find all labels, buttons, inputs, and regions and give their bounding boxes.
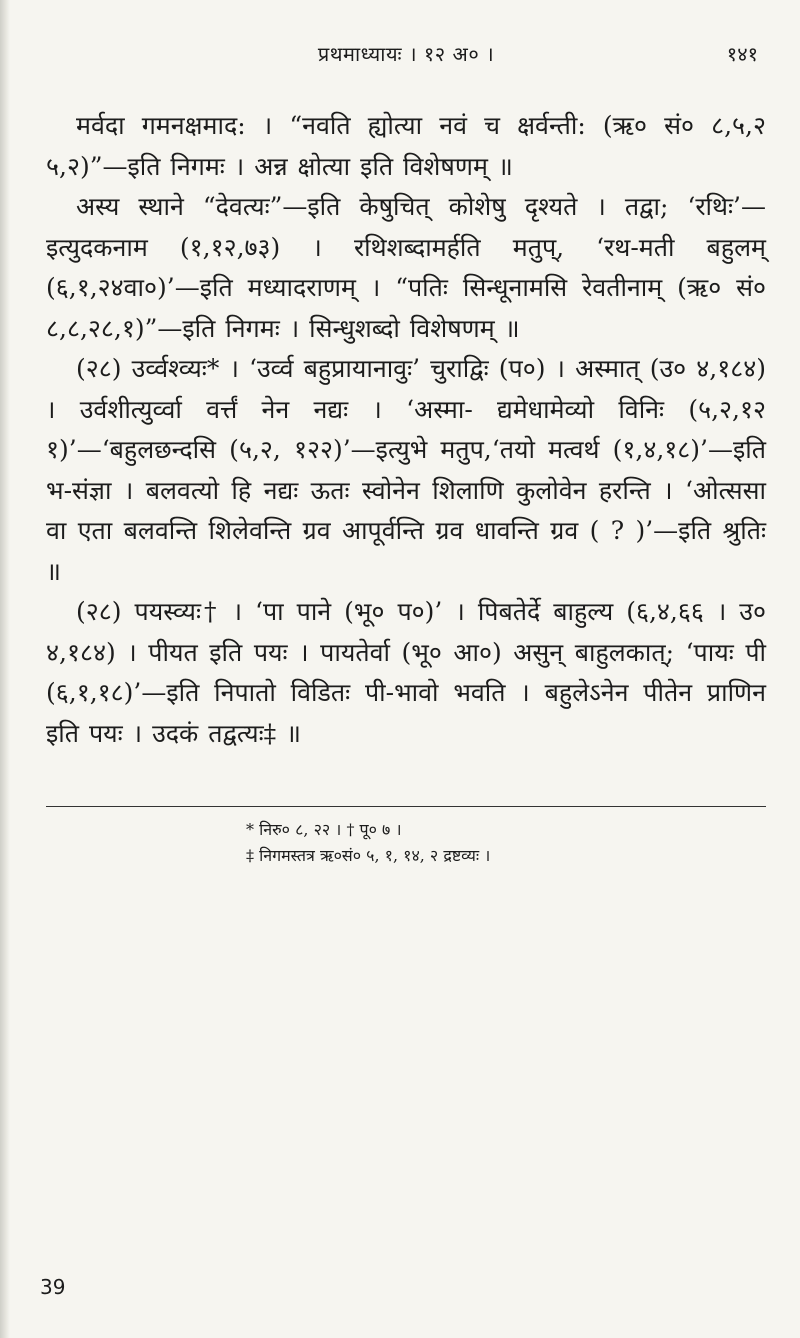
- paragraph-2: अस्य स्थाने “देवत्यः”—इति केषुचित् कोशेषु दृश्यते । तद्वा; ‘रथिः’—इत्युदकनाम (१,१२,७३) । रथिशब्दामर्हति मतुप्, ‘रथ-मती बहुलम् (६,१,२४वा०)’—इति मध्यादराणम् । “पतिः सिन्धूनामसि रेवतीनाम् (ऋ० सं० ८,८,२८,१)”—इति निगमः । सिन्धुशब्दो विशेषणम् ॥: [46, 192, 766, 343]
- running-head: प्रथमाध्यायः । १२ अ० ।: [317, 42, 495, 66]
- page-header: [46, 40, 766, 76]
- paragraph-4: (२८) पयस्व्यः† । ‘पा पाने (भू० प०)’ । पिबतेर्दे बाहुल्य (६,४,६६ । उ० ४,१८४) । पीयत इति पयः । पायतेर्वा (भू० आ०) असुन् बाहुलकात्; ‘पायः पी (६,१,१८)’—इति निपातो विडितः पी-भावो भवति । बहुलेऽनेन पीतेन प्राणिन इति पयः । उदकं तद्वत्यः‡ ॥: [46, 597, 766, 748]
- footnotes: [46, 817, 766, 869]
- signature-mark: 39: [40, 1275, 66, 1299]
- footnote-line-1: * निरु० ८, २२ । † पू० ७ ।: [246, 820, 402, 839]
- book-page: [46, 40, 766, 869]
- paragraph-1: मर्वदा गमनक्षमाद: । “नवति ह्योत्या नवं च क्षर्वन्ती: (ऋ० सं० ८,५,२ ५,२)”—इति निगमः । अन्न क्षोत्या इति विशेषणम् ॥: [46, 111, 766, 181]
- footnote-line-2: ‡ निगमस्तत्र ऋ०सं० ५, १, १४, २ द्रष्टव्यः ।: [246, 846, 491, 865]
- body-text: [46, 106, 766, 754]
- page-number: १४१: [726, 42, 758, 66]
- footnote-divider: [46, 806, 766, 807]
- page-edge-shadow: [0, 0, 10, 1338]
- paragraph-3: (२८) उर्व्वश्व्यः* । ‘उर्व्व बहुप्रायानावुः’ चुराद्विः (प०) । अस्मात् (उ० ४,१८४) । उर्वशीत्युर्व्वा वर्त्तं नेन नद्यः । ‘अस्मा- द्यमेधामेव्यो विनिः (५,२,१२ १)’—‘बहुलछन्दसि (५,२, १२२)’—इत्युभे मतुप,‘तयो मत्वर्थ (१,४,१८)’—इति भ-संज्ञा । बलवत्यो हि नद्यः ऊतः स्वोनेन शिलाणि कुलोवेन हरन्ति । ‘ओत्ससा वा एता बलवन्ति शिलेवन्ति ग्रव आपूर्वन्ति ग्रव धावन्ति ग्रव ( ? )’—इति श्रुतिः ॥: [46, 354, 766, 586]
